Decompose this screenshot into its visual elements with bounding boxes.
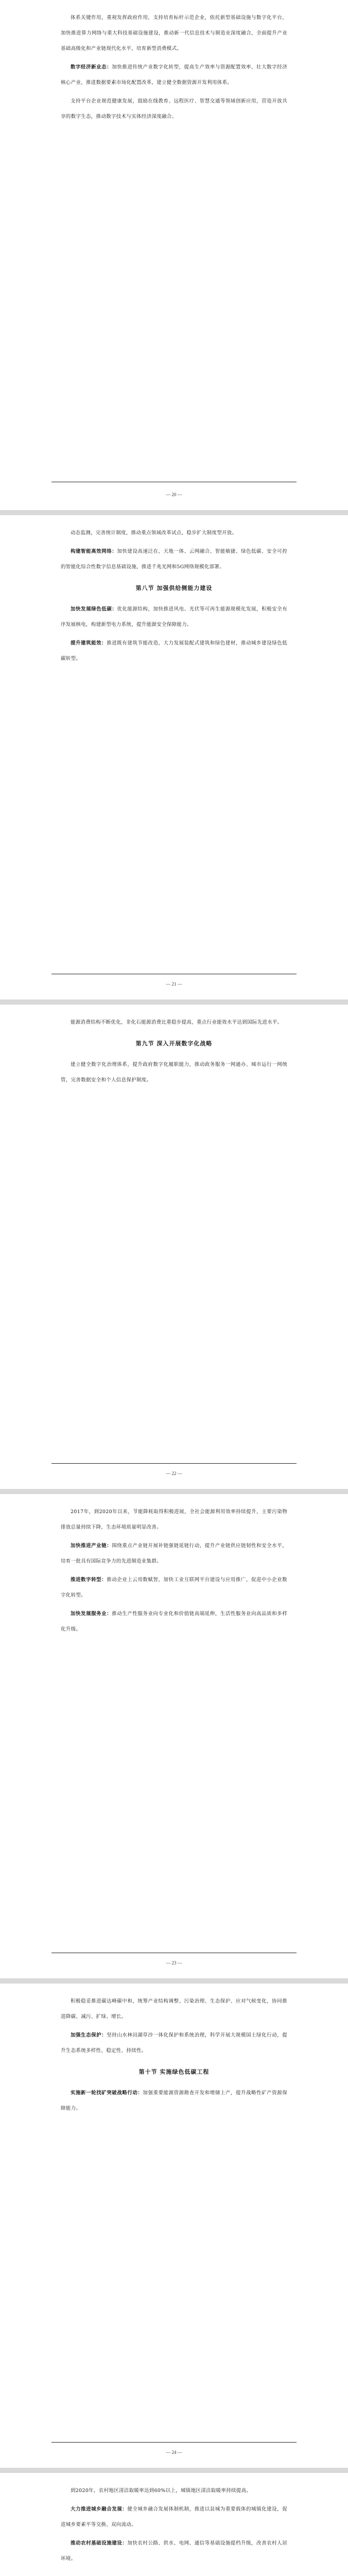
- paragraph: 加快发展绿色低碳：优化能源结构，加快推进风电、光伏等可再生能源规模化发展，积极安全有序发展核电，构建新型电力系统，提升能源安全保障能力。: [61, 606, 287, 628]
- paragraph: 实施新一轮找矿突破战略行动：加强重要能源资源勘查开发和增储上产，提升战略性矿产资源保障能力。: [61, 2090, 288, 2111]
- page-body: [61, 1994, 287, 2120]
- page-number: — 24 —: [166, 2450, 182, 2455]
- paragraph: 支持平台企业规范健康发展，鼓励在线教育、远程医疗、智慧交通等领域创新应用，营造开放共享的数字生态，推动数字技术与实体经济深度融合。: [61, 98, 287, 120]
- paragraph: 推动农村基础设施建设：加快农村公路、供水、电网、通信等基础设施提档升级，改善农村人居环境。: [61, 2540, 287, 2562]
- paragraph: 到2020年，农村地区清洁取暖率达到60%以上，城镇地区清洁取暖率持续提高。: [71, 2488, 252, 2494]
- page-body: [61, 1504, 287, 1640]
- page-body: [61, 1015, 287, 1091]
- paragraph: 加快发展服务业：推动生产性服务业向专业化和价值链高端延伸，生活性服务业向高品质和多样化升级。: [61, 1611, 287, 1632]
- document-page: [0, 1005, 348, 1494]
- paragraph: 积极稳妥推进碳达峰碳中和，统筹产业结构调整、污染治理、生态保护、应对气候变化，协同推进降碳、减污、扩绿、增长。: [61, 1998, 287, 2020]
- document-page: [0, 0, 348, 515]
- page-number: — 23 —: [166, 1960, 182, 1965]
- document-page: [0, 515, 348, 1005]
- section-heading: 第九节 深入开展数字化战略: [135, 1040, 213, 1047]
- page-body: [61, 10, 287, 128]
- section-heading: [61, 2571, 287, 2576]
- page-number: — 22 —: [166, 1471, 182, 1476]
- page-number: — 20 —: [166, 492, 182, 497]
- page-body: [61, 526, 287, 670]
- paragraph: 构建智能高效网络：加快建设高速泛在、天地一体、云网融合、智能敏捷、绿色低碳、安全可控的智能化综合性数字信息基础设施，推进千兆光网和5G网络规模化部署。: [61, 549, 287, 570]
- paragraph: 数字经济新业态：加快推进传统产业数字化转型，提高生产效率与资源配置效率，壮大数字经济核心产业，推进数据要素市场化配置改革，建立健全数据资源开发利用体系。: [61, 64, 287, 86]
- paragraph: 建立健全数字化治理体系，提升政府数字化履职能力，推动政务服务一网通办、城市运行一网统管，完善数据安全和个人信息保护制度。: [61, 1062, 287, 1083]
- paragraph: 动态监测，完善统计制度，推动重点领域改革试点，稳步扩大制度型开放。: [71, 530, 237, 536]
- document-page: [0, 1494, 348, 1984]
- footer-rule: [51, 1463, 297, 1464]
- section-heading: 第十节 实施绿色低碳工程: [138, 2069, 210, 2075]
- footer-rule: [51, 2442, 297, 2443]
- page-number: — 21 —: [166, 981, 182, 987]
- paragraph: 推进数字转型：推动企业上云用数赋智，加快工业互联网平台建设与应用推广，促进中小企业数字化转型。: [61, 1577, 287, 1598]
- paragraph: 提升建筑能效：推进既有建筑节能改造，大力发展装配式建筑和绿色建材，推动城乡建设绿色低碳转型。: [61, 640, 287, 662]
- paragraph: 2017年，到2020年以来，节能降耗取得积极进展，全社会能源利用效率持续提升，主要污染物排放总量持续下降，生态环境质量明显改善。: [61, 1509, 287, 1530]
- paragraph: 加强生态保护：坚持山水林田湖草沙一体化保护和系统治理，科学开展大规模国土绿化行动，提升生态系统多样性、稳定性、持续性。: [61, 2032, 287, 2054]
- document-page: [0, 2473, 348, 2576]
- paragraph: 体系关键作用，重视发挥政府作用，支持培育标杆示范企业，依托新型基础设施与数字化平台，加快推进算力网络与重大科技基础设施建设，推动新一代信息技术与制造业深度融合，全面提升产业基础高级化和产业链现代化水平，培育新型消费模式。: [61, 15, 287, 52]
- paragraph: 能源消费结构不断优化，非化石能源消费比重稳步提高，重点行业能效水平达到国际先进水平。: [71, 1020, 283, 1025]
- paragraph: 大力推进城乡融合发展：健全城乡融合发展体制机制，推进以县城为重要载体的城镇化建设，促进城乡要素平等交换、双向流动。: [61, 2506, 287, 2528]
- page-body: [61, 2483, 287, 2576]
- paragraph: 加快推进产业链：围绕重点产业链开展补链强链延链行动，提升产业链供应链韧性和安全水平，培育一批具有国际竞争力的先进制造业集群。: [61, 1543, 287, 1564]
- section-heading: 第八节 加强供给侧能力建设: [135, 585, 213, 591]
- document-page: [0, 1984, 348, 2473]
